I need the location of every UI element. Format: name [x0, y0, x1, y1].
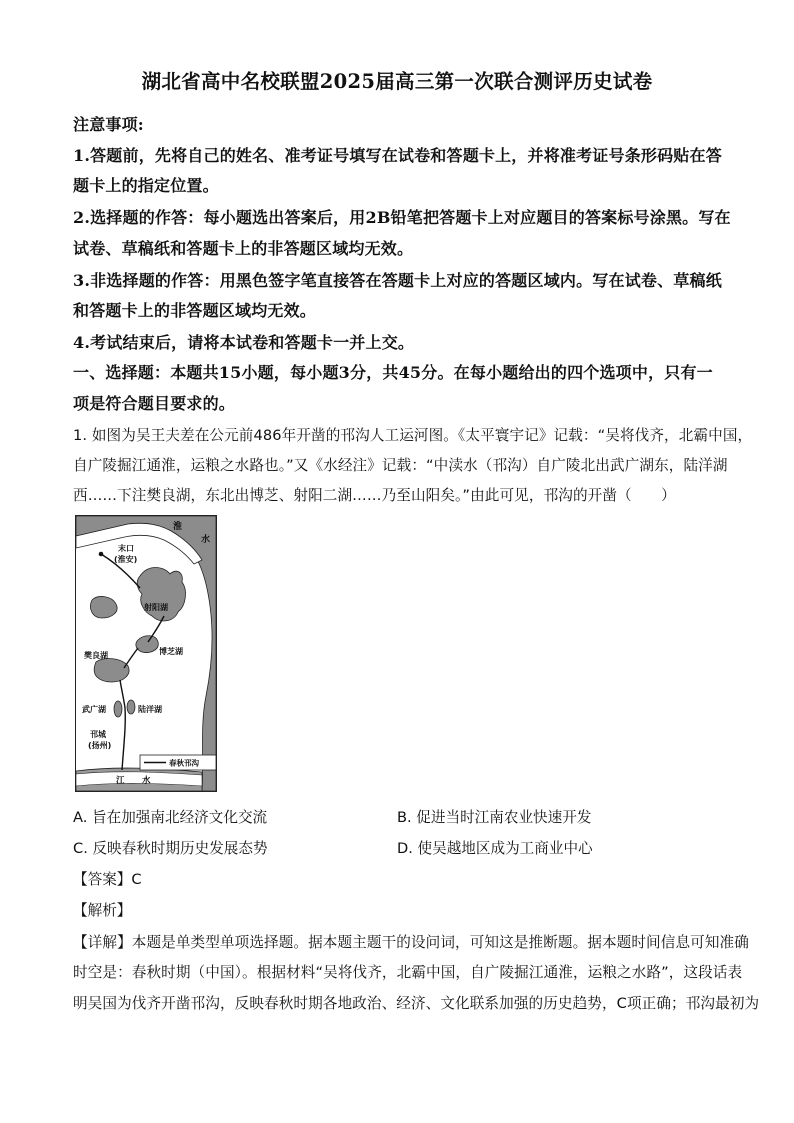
page-title: 湖北省高中名校联盟2025届高三第一次联合测评历史试卷 [141, 70, 653, 93]
mokou-point [99, 552, 104, 557]
notice-line: 1.答题前，先将自己的姓名、准考证号填写在试卷和答题卡上，并将准考证号条形码贴在答 [73, 146, 722, 165]
label-jiang-shui: 水 [142, 776, 151, 786]
detail-line: 明吴国为伐齐开凿邗沟，反映春秋时期各地政治、经济、文化联系加强的历史趋势，C项正确；邗沟最初为 [73, 995, 760, 1012]
label-jiang: 江 [116, 776, 125, 786]
label-sheyang: 射阳湖 [144, 603, 168, 612]
notice-line: 4.考试结束后，请将本试卷和答题卡一并上交。 [73, 333, 415, 352]
detail-line: 【详解】本题是单类型单项选择题。据本题主题干的设问词，可知这是推断题。据本题时间信息可知准确 [73, 934, 749, 951]
label-legend: 春秋邗沟 [169, 758, 199, 768]
notice-line: 试卷、草稿纸和答题卡上的非答题区域均无效。 [73, 239, 414, 258]
notice-line: 3.非选择题的作答：用黑色签字笔直接答在答题卡上对应的答题区域内。写在试卷、草稿纸 [73, 271, 722, 290]
option-c: C. 反映春秋时期历史发展态势 [73, 840, 268, 857]
label-mokou: 末口 [118, 544, 134, 553]
question-stem: 自广陵掘江通淮，运粮之水路也。”又《水经注》记载：“中渎水（邗沟）自广陵北出武广湖东，陆洋湖 [73, 457, 728, 474]
label-huai-shui: 水 [201, 535, 211, 545]
notice-line: 题卡上的指定位置。 [73, 176, 219, 195]
question-stem: 1. 如图为吴王夫差在公元前486年开凿的邗沟人工运河图。《太平寰宇记》记载：“吴将伐齐，北霸中国， [73, 427, 753, 444]
wuguang-lake [114, 701, 122, 717]
label-huai: 淮 [173, 522, 183, 532]
option-a: A. 旨在加强南北经济文化交流 [73, 809, 268, 826]
small-lake [90, 597, 117, 618]
analysis-heading: 【解析】 [73, 902, 132, 919]
bozhi-lake [136, 636, 158, 653]
notice-line: 和答题卡上的非答题区域均无效。 [73, 301, 317, 320]
option-d: D. 使吴越地区成为工商业中心 [397, 840, 593, 857]
sheyang-lake [137, 568, 185, 621]
label-luyang: 陆洋湖 [138, 705, 162, 714]
notice-line: 2.选择题的作答：每小题选出答案后，用2B铅笔把答题卡上对应题目的答案标号涂黑。写在 [73, 208, 731, 227]
label-hancheng: 邗城 [90, 730, 106, 739]
label-fanliang: 樊良湖 [84, 651, 108, 660]
label-huaian: (淮安) [114, 555, 138, 564]
notice-heading: 注意事项: [73, 115, 144, 134]
label-bozhi: 博芝湖 [159, 647, 183, 656]
detail-line: 时空是：春秋时期（中国）。根据材料“吴将伐齐，北霸中国，自广陵掘江通淮，运粮之水路”，这段话表 [73, 964, 743, 981]
question-stem: 西……下注樊良湖，东北出博芝、射阳二湖……乃至山阳矣。”由此可见，邗沟的开凿（ ） [73, 487, 676, 504]
answer-line: 【答案】C [73, 871, 142, 888]
section-heading: 一、选择题：本题共15小题，每小题3分，共45分。在每小题给出的四个选项中，只有一 [73, 363, 713, 382]
fanliang-lake [94, 659, 129, 682]
luyang-lake [127, 700, 135, 714]
label-wuguang: 武广湖 [82, 705, 106, 714]
hangou-canal-map [75, 515, 217, 792]
section-heading: 项是符合题目要求的。 [73, 394, 236, 413]
label-yangzhou: (扬州) [88, 741, 112, 750]
option-b: B. 促进当时江南农业快速开发 [397, 809, 592, 826]
